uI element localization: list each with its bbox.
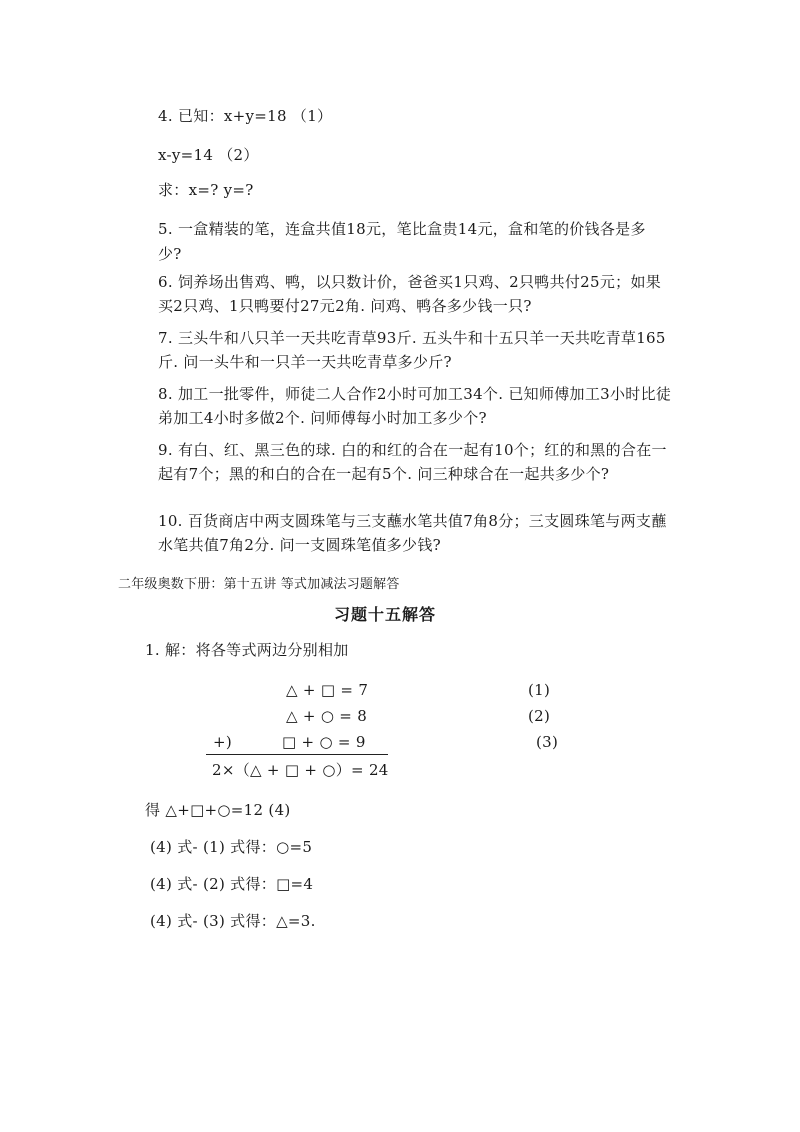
solution-step-3: (4) 式- (3) 式得：△=3. [150, 912, 316, 930]
sum-equation: 2×（△ + □ + ○）= 24 [212, 761, 389, 779]
section-caption: 二年级奥数下册：第十五讲 等式加减法习题解答 [118, 577, 400, 592]
problem-9-line-1: 9. 有白、红、黑三色的球. 白的和红的合在一起有10个；红的和黑的合在一 [158, 441, 667, 459]
equation-2-tag: (2) [528, 707, 551, 725]
problem-7-line-2: 斤. 问一头牛和一只羊一天共吃青草多少斤? [158, 353, 452, 371]
section-title: 习题十五解答 [334, 605, 437, 624]
equation-1-tag: (1) [528, 681, 551, 699]
addition-sign: +) [213, 733, 233, 751]
equation-2: △ + ○ = 8 [286, 707, 368, 725]
problem-5-line-2: 少? [158, 245, 182, 263]
problem-6-line-1: 6. 饲养场出售鸡、鸭，以只数计价，爸爸买1只鸡、2只鸭共付25元；如果 [158, 273, 662, 291]
problem-6-line-2: 买2只鸡、1只鸭要付27元2角. 问鸡、鸭各多少钱一只? [158, 297, 532, 315]
problem-7-line-1: 7. 三头牛和八只羊一天共吃青草93斤. 五头牛和十五只羊一天共吃青草165 [158, 329, 666, 347]
problem-8-line-2: 弟加工4小时多做2个. 问师傅每小时加工多少个? [158, 409, 487, 427]
problem-10-line-2: 水笔共值7角2分. 问一支圆珠笔值多少钱? [158, 536, 441, 554]
problem-8-line-1: 8. 加工一批零件，师徒二人合作2小时可加工34个. 已知师傅加工3小时比徒 [158, 385, 672, 403]
problem-10-line-1: 10. 百货商店中两支圆珠笔与三支蘸水笔共值7角8分；三支圆珠笔与两支蘸 [158, 512, 667, 530]
equation-3: □ + ○ = 9 [282, 733, 366, 751]
solution-step-2: (4) 式- (2) 式得：□=4 [150, 875, 314, 893]
problem-4-equation-2: x-y=14 （2） [158, 146, 259, 164]
result-line: 得 △+□+○=12 (4) [145, 801, 291, 819]
sum-divider-line [206, 754, 388, 755]
equation-3-tag: (3) [536, 733, 559, 751]
problem-4-question: 求：x=? y=? [158, 181, 254, 199]
equation-1: △ + □ = 7 [286, 681, 369, 699]
problem-5-line-1: 5. 一盒精装的笔，连盒共值18元，笔比盒贵14元，盒和笔的价钱各是多 [158, 220, 646, 238]
problem-9-line-2: 起有7个；黑的和白的合在一起有5个. 问三种球合在一起共多少个? [158, 465, 610, 483]
solution-intro: 1. 解：将各等式两边分别相加 [145, 641, 349, 659]
problem-4-given: 4. 已知：x+y=18 （1） [158, 107, 333, 125]
solution-step-1: (4) 式- (1) 式得：○=5 [150, 838, 313, 856]
